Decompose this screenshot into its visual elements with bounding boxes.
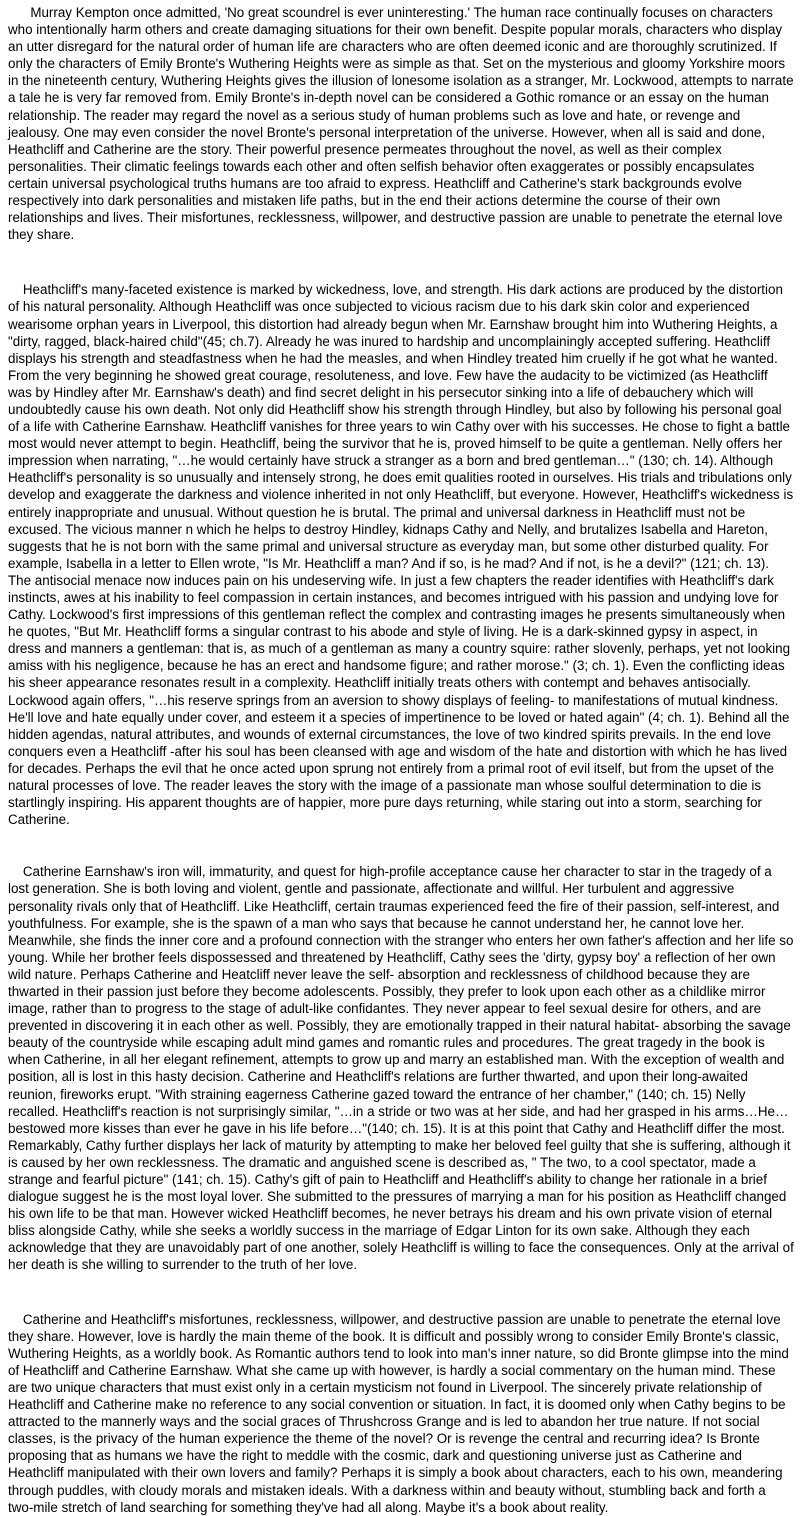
- essay-paragraph-intro: Murray Kempton once admitted, 'No great scoundrel is ever uninteresting.' The human race continually focuses on characters who intentionally harm others and create damaging situations for their own benefit. Despite popular morals, characters who display an utter disregard for the natural order of human life are characters who are often deemed iconic and are thoroughly scrutinized. If only the characters of Emily Bronte's Wuthering Heights were as simple as that. Set on the mysterious and gloomy Yorkshire moors in the nineteenth century, Wuthering Heights gives the illusion of lonesome isolation as a stranger, Mr. Lockwood, attempts to narrate a tale he is very far removed from. Emily Bronte's in-depth novel can be considered a Gothic romance or an essay on the human relationship. The reader may regard the novel as a serious study of human problems such as love and hate, or revenge and jealousy. One may even consider the novel Bronte's personal interpretation of the universe. However, when all is said and done, Heathcliff and Catherine are the story. Their powerful presence permeates throughout the novel, as well as their complex personalities. Their climatic feelings towards each other and often selfish behavior often exaggerates or possibly encapsulates certain universal psychological truths humans are too afraid to express. Heathcliff and Catherine's stark backgrounds evolve respectively into dark personalities and mistaken life paths, but in the end their actions determine the course of their own relationships and lives. Their misfortunes, recklessness, willpower, and destructive passion are unable to penetrate the eternal love they share.: [8, 5, 798, 243]
- essay-paragraph-heathcliff: Heathcliff's many-faceted existence is marked by wickedness, love, and strength. His dark actions are produced by the distortion of his natural personality. Although Heathcliff was once subjected to vicious racism due to his dark skin color and experienced wearisome orphan years in Liverpool, this distortion had already begun when Mr. Earnshaw brought him into Wuthering Heights, a "dirty, ragged, black-haired child"(45; ch.7). Already he was inured to hardship and uncomplainingly accepted suffering. Heathcliff displays his strength and steadfastness when he had the measles, and when Hindley treated him cruelly if he got what he wanted. From the very beginning he showed great courage, resoluteness, and love. Few have the audacity to be victimized (as Heathcliff was by Hindley after Mr. Earnshaw's death) and find secret delight in his persecutor sinking into a life of debauchery which will undoubtedly cause his own death. Not only did Heathcliff show his strength through Hindley, but also by following his personal goal of a life with Catherine Earnshaw. Heathcliff vanishes for three years to win Cathy over with his successes. He chose to fight a battle most would never attempt to begin. Heathcliff, being the survivor that he is, proved himself to be quite a gentleman. Nelly offers her impression when narrating, "…he would certainly have struck a stranger as a born and bred gentleman…" (130; ch. 14). Although Heathcliff's personality is so unusually and intensely strong, he does emit qualities rooted in ourselves. His trials and tribulations only develop and exaggerate the darkness and violence inherited in not only Heathcliff, but everyone. However, Heathcliff's wickedness is entirely inappropriate and unusual. Without question he is brutal. The primal and universal darkness in Heathcliff must not be excused. The vicious manner n which he helps to destroy Hindley, kidnaps Cathy and Nelly, and brutalizes Isabella and Hareton, suggests that he is not born with the same primal and universal structure as everyday man, but some other disturbed quality. For example, Isabella in a letter to Ellen wrote, "Is Mr. Heathcliff a man? And if so, is he mad? And if not, is he a devil?" (121; ch. 13). The antisocial menace now induces pain on his undeserving wife. In just a few chapters the reader identifies with Heathcliff's dark instincts, awes at his inability to feel compassion in certain instances, and becomes intrigued with his passion and undying love for Cathy. Lockwood's first impressions of this gentleman reflect the complex and contrasting images he presents simultaneously when he quotes, "But Mr. Heathcliff forms a singular contrast to his abode and style of living. He is a dark-skinned gypsy in aspect, in dress and manners a gentleman: that is, as much of a gentleman as many a country squire: rather slovenly, perhaps, yet not looking amiss with his negligence, because he has an erect and handsome figure; and rather morose." (3; ch. 1). Even the conflicting ideas his sheer appearance resonates result in a complexity. Heathcliff initially treats others with contempt and behaves antisocially. Lockwood again offers, "…his reserve springs from an aversion to showy displays of feeling- to manifestations of mutual kindness. He'll love and hate equally under cover, and esteem it a species of impertinence to be loved or hated again" (4; ch. 1). Behind all the hidden agendas, natural attributes, and wounds of external circumstances, the love of two kindred spirits prevails. In the end love conquers even a Heathcliff -after his soul has been cleansed with age and wisdom of the hate and distortion with which he has lived for decades. Perhaps the evil that he once acted upon sprung not entirely from a primal root of evil itself, but from the upset of the natural processes of love. The reader leaves the story with the image of a passionate man whose soulful determination to die is startlingly inspiring. His apparent thoughts are of happier, more pure days returning, while staring out into a storm, searching for Catherine.: [8, 282, 797, 828]
- essay-paragraph-catherine: Catherine Earnshaw's iron will, immaturity, and quest for high-profile acceptance cause her character to star in the tragedy of a lost generation. She is both loving and violent, gentle and passionate, affectionate and willful. Her turbulent and aggressive personality rivals only that of Heathcliff. Like Heathcliff, certain traumas experienced feed the fire of their passion, self-interest, and youthfulness. For example, she is the spawn of a man who says that because he cannot understand her, he cannot love her. Meanwhile, she finds the inner core and a profound connection with the stranger who enters her own father's affection and her life so young. While her brother feels dispossessed and threatened by Heathcliff, Cathy sees the 'dirty, gypsy boy' a reflection of her own wild nature. Perhaps Catherine and Heatcliff never leave the self- absorption and recklessness of childhood because they are thwarted in their passion just before they become adolescents. Possibly, they prefer to look upon each other as a childlike mirror image, rather than to progress to the stage of adult-like confidantes. They never appear to feel sexual desire for others, and are prevented in discovering it in each other as well. Possibly, they are emotionally trapped in their natural habitat- absorbing the savage beauty of the countryside while escaping adult mind games and romantic rules and procedures. The great tragedy in the book is when Catherine, in all her elegant refinement, attempts to grow up and marry an established man. With the exception of wealth and position, all is lost in this hasty decision. Catherine and Heathcliff's relations are further thwarted, and upon their long-awaited reunion, fireworks erupt. "With straining eagerness Catherine gazed toward the entrance of her chamber," (140; ch. 15) Nelly recalled. Heathcliff's reaction is not surprisingly similar, "…in a stride or two was at her side, and had her grasped in his arms…He…bestowed more kisses than ever he gave in his life before…"(140; ch. 15). It is at this point that Cathy and Heathcliff differ the most. Remarkably, Cathy further displays her lack of maturity by attempting to make her beloved feel guilty that she is suffering, although it is caused by her own recklessness. The dramatic and anguished scene is described as, " The two, to a cool spectator, made a strange and fearful picture" (141; ch. 15). Cathy's gift of pain to Heathcliff and Heathcliff's ability to change her rationale in a brief dialogue suggest he is the most loyal lover. She submitted to the pressures of marrying a man for his position as Heathcliff changed his own life to be that man. However wicked Heathcliff becomes, he never betrays his dream and his own private vision of eternal bliss alongside Cathy, while she seeks a worldly success in the marriage of Edgar Linton for its own sake. Although they each acknowledge that they are unavoidably part of one another, solely Heathcliff is willing to face the consequences. Only at the arrival of her death is she willing to surrender to the truth of her love.: [8, 864, 798, 1273]
- essay-paragraph-conclusion: Catherine and Heathcliff's misfortunes, recklessness, willpower, and destructive passion are unable to penetrate the eternal love they share. However, love is hardly the main theme of the book. It is difficult and possibly wrong to consider Emily Bronte's classic, Wuthering Heights, as a worldly book. As Romantic authors tend to look into man's inner nature, so did Bronte glimpse into the mind of Heathcliff and Catherine Earnshaw. What she came up with however, is hardly a social commentary on the human mind. These are two unique characters that must exist only in a certain mysticism not found in Liverpool. The sincerely private relationship of Heathcliff and Catherine make no reference to any social convention or situation. In fact, it is doomed only when Cathy begins to be attracted to the mannerly ways and the social graces of Thrushcross Grange and is led to abandon her true nature. If not social classes, is the privacy of the human experience the theme of the novel? Or is revenge the central and recurring idea? Is Bronte proposing that as humans we have the right to meddle with the cosmic, dark and questioning universe just as Catherine and Heathcliff manipulated with their own lovers and family? Perhaps it is simply a book about characters, each to his own, meandering through puddles, with cloudy morals and mistaken ideals. With a darkness within and beauty without, stumbling back and forth a two-mile stretch of land searching for something they've had all along. Maybe it's a book about reality.: [8, 1311, 793, 1515]
